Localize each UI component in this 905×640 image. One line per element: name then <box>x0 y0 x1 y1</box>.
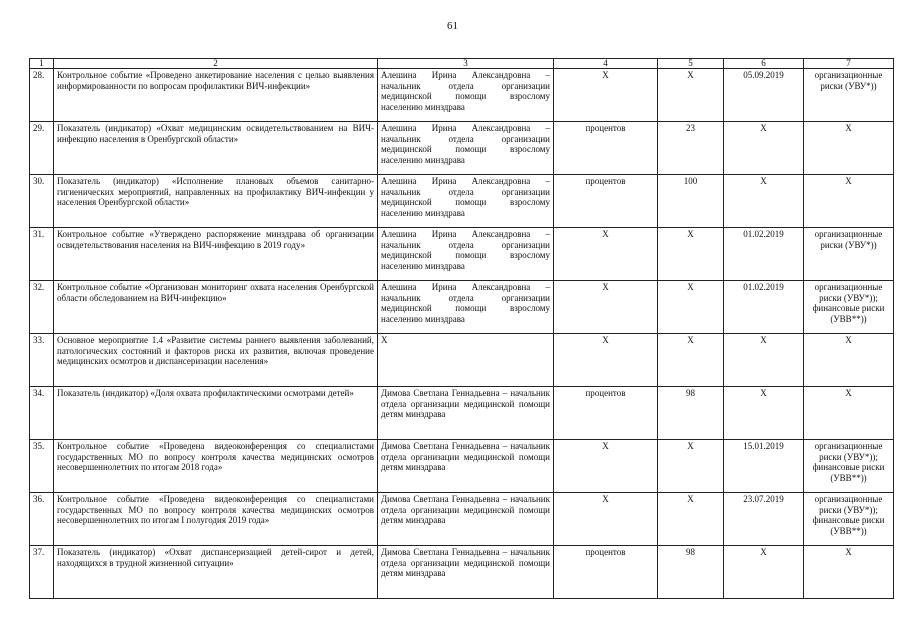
unit-cell: процентов <box>554 546 658 599</box>
name-cell: Контрольное событие «Организован мониторинг охвата населения Оренбургской области обследованием на ВИЧ-инфекцию» <box>54 281 378 334</box>
table-row <box>30 334 894 387</box>
risk-cell: организационные риски (УВУ*)); финансовые риски (УВВ**)) <box>804 281 894 334</box>
date-cell: X <box>724 387 804 440</box>
value-cell: X <box>658 281 724 334</box>
responsible-cell: Димова Светлана Геннадьевна – начальник отдела организации медицинской помощи детям минздрава <box>378 493 554 546</box>
table-header-row <box>30 59 894 69</box>
name-cell: Показатель (индикатор) «Охват диспансеризацией детей-сирот и детей, находящихся в трудной жизненной ситуации» <box>54 546 378 599</box>
unit-cell: X <box>554 228 658 281</box>
header-cell: 3 <box>378 59 554 69</box>
table-row <box>30 228 894 281</box>
unit-cell: процентов <box>554 175 658 228</box>
unit-cell: X <box>554 334 658 387</box>
date-cell: 01.02.2019 <box>724 228 804 281</box>
value-cell: X <box>658 440 724 493</box>
unit-cell: процентов <box>554 387 658 440</box>
row-number-cell: 31. <box>30 228 54 281</box>
responsible-cell: Алешина Ирина Александровна – начальник отдела организации медицинской помощи взрослому населению минздрава <box>378 69 554 122</box>
responsible-cell: Димова Светлана Геннадьевна – начальник отдела организации медицинской помощи детям минздрава <box>378 387 554 440</box>
value-cell: 98 <box>658 387 724 440</box>
value-cell: 98 <box>658 546 724 599</box>
date-cell: X <box>724 546 804 599</box>
risk-cell: X <box>804 334 894 387</box>
responsible-cell: Димова Светлана Геннадьевна – начальник отдела организации медицинской помощи детям минздрава <box>378 440 554 493</box>
table-row <box>30 493 894 546</box>
row-number-cell: 35. <box>30 440 54 493</box>
date-cell: X <box>724 122 804 175</box>
row-number-cell: 32. <box>30 281 54 334</box>
unit-cell: процентов <box>554 122 658 175</box>
date-cell: 01.02.2019 <box>724 281 804 334</box>
risk-cell: X <box>804 122 894 175</box>
responsible-cell: Димова Светлана Геннадьевна – начальник отдела организации медицинской помощи детям минздрава <box>378 546 554 599</box>
name-cell: Показатель (индикатор) «Охват медицинским освидетельствованием на ВИЧ-инфекцию населения в Оренбургской области» <box>54 122 378 175</box>
risk-cell: организационные риски (УВУ*)); финансовые риски (УВВ**)) <box>804 493 894 546</box>
table-row <box>30 546 894 599</box>
table-row <box>30 281 894 334</box>
responsible-cell: Алешина Ирина Александровна – начальник отдела организации медицинской помощи взрослому населению минздрава <box>378 281 554 334</box>
risk-cell: X <box>804 175 894 228</box>
date-cell: 23.07.2019 <box>724 493 804 546</box>
header-cell: 1 <box>30 59 54 69</box>
table-row <box>30 440 894 493</box>
table-row <box>30 175 894 228</box>
header-cell: 6 <box>724 59 804 69</box>
unit-cell: X <box>554 440 658 493</box>
header-cell: 2 <box>54 59 378 69</box>
value-cell: X <box>658 69 724 122</box>
row-number-cell: 29. <box>30 122 54 175</box>
value-cell: 23 <box>658 122 724 175</box>
date-cell: 05.09.2019 <box>724 69 804 122</box>
name-cell: Показатель (индикатор) «Доля охвата профилактическими осмотрами детей» <box>54 387 378 440</box>
row-number-cell: 36. <box>30 493 54 546</box>
responsible-cell: X <box>378 334 554 387</box>
value-cell: 100 <box>658 175 724 228</box>
value-cell: X <box>658 228 724 281</box>
name-cell: Основное мероприятие 1.4 «Развитие системы раннего выявления заболеваний, патологических состояний и факторов риска их развития, включая проведение медицинских осмотров и диспансеризации населения» <box>54 334 378 387</box>
table-row <box>30 69 894 122</box>
name-cell: Контрольное событие «Проведена видеоконференция со специалистами государственных МО по вопросу контроля качества медицинских осмотров несовершеннолетних по итогам 2018 года» <box>54 440 378 493</box>
table-row <box>30 122 894 175</box>
plan-table <box>29 58 894 599</box>
row-number-cell: 33. <box>30 334 54 387</box>
risk-cell: организационные риски (УВУ*)) <box>804 228 894 281</box>
date-cell: X <box>724 175 804 228</box>
date-cell: 15.01.2019 <box>724 440 804 493</box>
name-cell: Контрольное событие «Проведена видеоконференция со специалистами государственных МО по вопросу контроля качества медицинских осмотров несовершеннолетних по итогам I полугодия 2019 года» <box>54 493 378 546</box>
row-number-cell: 30. <box>30 175 54 228</box>
date-cell: X <box>724 334 804 387</box>
name-cell: Показатель (индикатор) «Исполнение плановых объемов санитарно-гигиенических мероприятий, направленных на профилактику ВИЧ-инфекции у населения Оренбургской области» <box>54 175 378 228</box>
responsible-cell: Алешина Ирина Александровна – начальник отдела организации медицинской помощи взрослому населению минздрава <box>378 175 554 228</box>
unit-cell: X <box>554 493 658 546</box>
row-number-cell: 28. <box>30 69 54 122</box>
row-number-cell: 37. <box>30 546 54 599</box>
risk-cell: организационные риски (УВУ*)); финансовые риски (УВВ**)) <box>804 440 894 493</box>
responsible-cell: Алешина Ирина Александровна – начальник отдела организации медицинской помощи взрослому населению минздрава <box>378 122 554 175</box>
unit-cell: X <box>554 69 658 122</box>
header-cell: 5 <box>658 59 724 69</box>
risk-cell: организационные риски (УВУ*)) <box>804 69 894 122</box>
row-number-cell: 34. <box>30 387 54 440</box>
name-cell: Контрольное событие «Проведено анкетирование населения с целью выявления информированности по вопросам профилактики ВИЧ-инфекции» <box>54 69 378 122</box>
header-cell: 4 <box>554 59 658 69</box>
responsible-cell: Алешина Ирина Александровна – начальник отдела организации медицинской помощи взрослому населению минздрава <box>378 228 554 281</box>
risk-cell: X <box>804 387 894 440</box>
page-number: 61 <box>447 20 458 32</box>
value-cell: X <box>658 493 724 546</box>
name-cell: Контрольное событие «Утверждено распоряжение минздрава об организации освидетельствования населения на ВИЧ-инфекцию в 2019 году» <box>54 228 378 281</box>
risk-cell: X <box>804 546 894 599</box>
table-row <box>30 387 894 440</box>
unit-cell: X <box>554 281 658 334</box>
header-cell: 7 <box>804 59 894 69</box>
value-cell: X <box>658 334 724 387</box>
